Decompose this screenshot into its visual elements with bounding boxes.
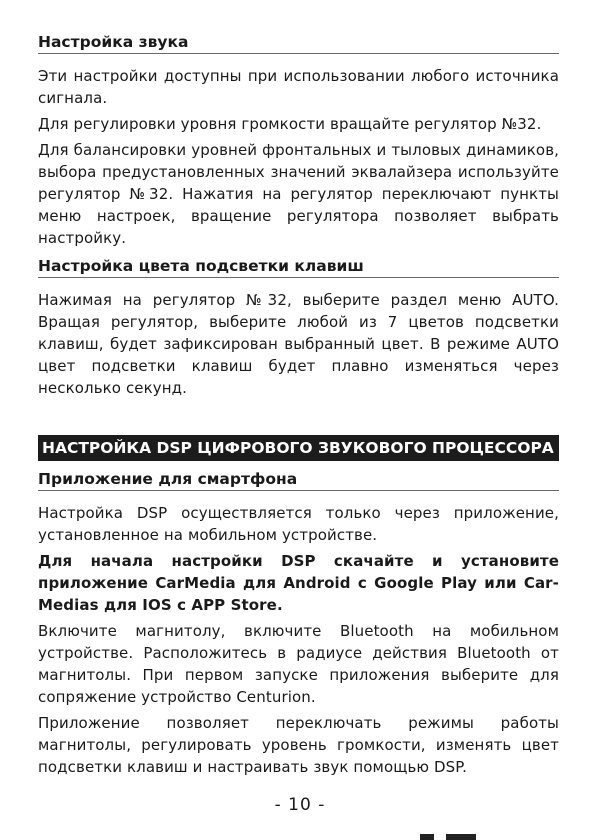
- backlight-heading: Настройка цвета подсветки клавиш: [38, 256, 559, 278]
- scan-artifact-mark: [446, 834, 476, 840]
- page-number: - 10 -: [274, 795, 326, 815]
- scan-artifact-mark: [420, 834, 434, 840]
- app-download-instructions: Для начала настройки DSP скачайте и установите приложение CarMedia для Android с Google Play или Car-Medias для IOS с APP Store.: [38, 552, 559, 614]
- app-features: Приложение позволяет переключать режимы работы магнитолы, регулировать уровень громкости, изменять цвет подсветки клавиш и настраивать звук помощью DSP.: [38, 714, 559, 776]
- dsp-section-banner: НАСТРОЙКА DSP ЦИФРОВОГО ЗВУКОВОГО ПРОЦЕССОРА: [38, 435, 559, 461]
- manual-page: [38, 32, 559, 778]
- smartphone-app-heading: Приложение для смартфона: [38, 469, 559, 491]
- sound-settings-heading: Настройка звука: [38, 32, 559, 54]
- sound-settings-intro: Эти настройки доступны при использовании любого источника сигнала.: [38, 67, 559, 107]
- app-intro: Настройка DSP осуществляется только через приложение, установленное на мобильном устройстве.: [38, 504, 559, 544]
- bluetooth-pairing-instructions: Включите магнитолу, включите Bluetooth на мобильном устройстве. Расположитесь в радиусе действия Bluetooth от магнитолы. При первом запуске приложения выберите для сопряжение устройство Centurion.: [38, 622, 559, 706]
- volume-instructions: Для регулировки уровня громкости вращайте регулятор №32.: [38, 115, 542, 133]
- backlight-instructions: Нажимая на регулятор №32, выберите раздел меню AUTO. Вращая регулятор, выберите любой из 7 цветов подсветки клавиш, будет зафиксирован выбранный цвет. В режиме AUTO цвет подсветки клавиш будет плавно изменяться через несколько секунд.: [38, 291, 559, 397]
- balance-instructions: Для балансировки уровней фронтальных и тыловых динамиков, выбора предустановленных значений эквалайзера используйте регулятор №32. Нажатия на регулятор переключают пункты меню настроек, вращение регулятора позволяет выбрать настройку.: [38, 141, 559, 247]
